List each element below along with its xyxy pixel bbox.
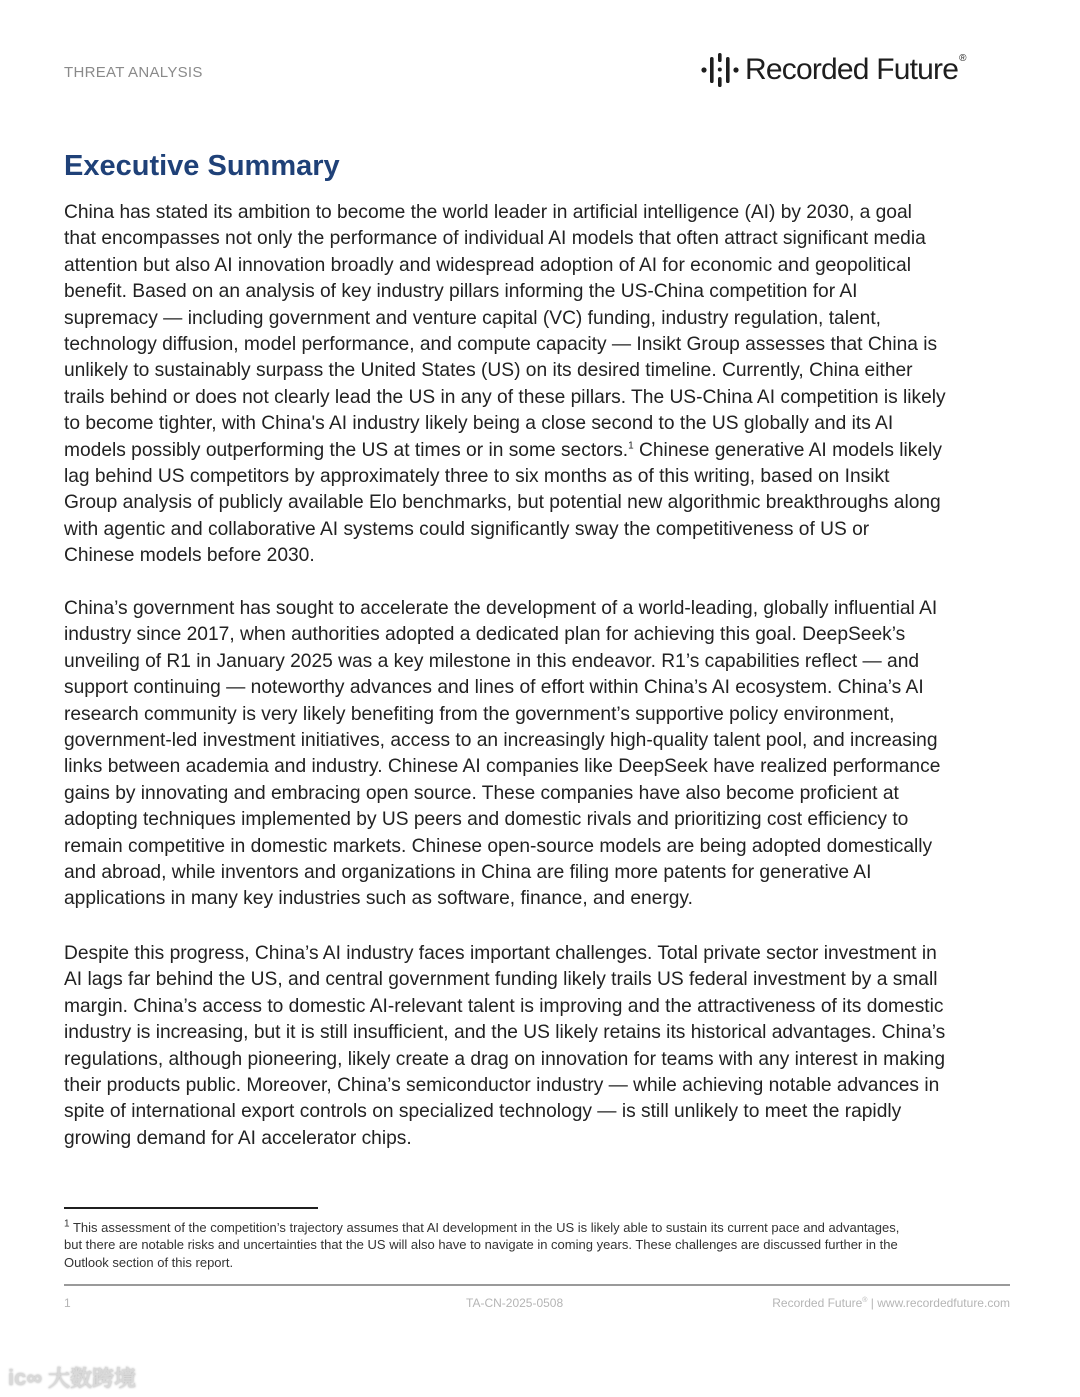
footnote-reference[interactable]: 1	[628, 440, 634, 452]
text-segment: models possibly outperforming the US at times or in some sectors.	[64, 439, 629, 461]
paragraph-1	[64, 200, 1024, 570]
document-id: TA-CN-2025-0508	[466, 1296, 564, 1310]
watermark	[8, 1362, 136, 1393]
text-line: industry since 2017, when authorities adopted a dedicated plan for achieving this goal. DeepSeek’s	[64, 624, 906, 646]
section-label: THREAT ANALYSIS	[64, 64, 203, 81]
text-line: adopting techniques implemented by US peers and domestic rivals and prioritizing cost efficiency to	[64, 809, 909, 831]
text-line: attention but also AI innovation broadly and widespread adoption of AI for economic and geopolitical	[64, 254, 911, 276]
footnote	[64, 1219, 1024, 1271]
text-line: unlikely to sustainably surpass the United States (US) on its desired timeline. Currently, China either	[64, 360, 913, 382]
text-line: technology diffusion, model performance, and compute capacity — Insikt Group assesses that China is	[64, 334, 938, 356]
text-line: gains by innovating and embracing open source. These companies have also become proficient at	[64, 782, 899, 804]
text-line: that encompasses not only the performance of individual AI models that often attract significant media	[64, 228, 926, 250]
text-line: trails behind or does not clearly lead the US in any of these pillars. The US-China AI competition is likely	[64, 386, 946, 408]
text-line: supremacy — including government and venture capital (VC) funding, industry regulation, talent,	[64, 307, 881, 329]
text-line: benefit. Based on an analysis of key industry pillars informing the US-China competition for AI	[64, 281, 858, 303]
text-line: regulations, although pioneering, likely create a drag on innovation for teams with any interest in making	[64, 1048, 946, 1070]
text-line: lag behind US competitors by approximately three to six months as of this writing, based on Insikt	[64, 466, 890, 488]
footnote-line: Outlook section of this report.	[64, 1254, 234, 1270]
footer-brand-name: Recorded Future	[772, 1296, 863, 1310]
footnote-line	[64, 1219, 1024, 1236]
text-line: growing demand for AI accelerator chips.	[64, 1127, 412, 1149]
registered-mark: ®	[959, 52, 967, 64]
page-number: 1	[64, 1296, 71, 1310]
footnote-divider	[64, 1207, 318, 1209]
text-line: spite of international export controls on specialized technology — is still unlikely to meet the rapidly	[64, 1101, 902, 1123]
footer-brand	[772, 1296, 1010, 1310]
footer-divider	[64, 1284, 1010, 1286]
brand-logo	[700, 50, 967, 90]
watermark-logo-icon: ic∞	[8, 1364, 43, 1390]
website-link[interactable]: www.recordedfuture.com	[877, 1296, 1010, 1310]
brand-name: Recorded Future	[745, 53, 959, 86]
text-line: China has stated its ambition to become the world leader in artificial intelligence (AI) by 2030, a goal	[64, 202, 912, 223]
text-line: China’s government has sought to accelerate the development of a world-leading, globally influential AI	[64, 598, 938, 619]
paragraph-3	[64, 941, 1024, 1152]
text-line: to become tighter, with China's AI industry likely being a close second to the US globally and its AI	[64, 413, 894, 435]
text-line: their products public. Moreover, China’s semiconductor industry — while achieving notable advances in	[64, 1075, 940, 1097]
text-segment: This assessment of the competition’s trajectory assumes that AI development in the US is likely able to sustain its current pace and advantages,	[69, 1220, 900, 1235]
footnote-line: but there are notable risks and uncertainties that the US will also have to navigate in coming years. These challenges are discussed further in the	[64, 1237, 898, 1253]
watermark-text: 大数跨境	[48, 1366, 137, 1391]
text-line: links between academia and industry. Chinese AI companies like DeepSeek have realized performance	[64, 756, 941, 778]
paragraph-2	[64, 596, 1024, 913]
text-line: government-led investment initiatives, access to an increasingly high-quality talent pool, and increasing	[64, 730, 938, 752]
text-line: remain competitive in domestic markets. Chinese open-source models are being adopted domestically	[64, 835, 933, 857]
text-line: Chinese models before 2030.	[64, 545, 315, 567]
text-line: unveiling of R1 in January 2025 was a key milestone in this endeavor. R1’s capabilities reflect — and	[64, 650, 920, 672]
text-line: margin. China’s access to domestic AI-relevant talent is improving and the attractiveness of its domestic	[64, 995, 944, 1017]
text-line: and abroad, while inventors and organizations in China are filing more patents for generative AI	[64, 862, 872, 884]
text-line: AI lags far behind the US, and central government funding likely trails US federal investment by a small	[64, 969, 938, 991]
text-segment: Chinese generative AI models likely	[633, 439, 942, 461]
text-line: research community is very likely benefiting from the government’s supportive policy environment,	[64, 703, 895, 725]
text-line-with-footnote	[64, 438, 1024, 464]
page-title: Executive Summary	[64, 150, 340, 182]
text-line: Despite this progress, China’s AI industry faces important challenges. Total private sector investment in	[64, 943, 937, 964]
registered-mark: ®	[862, 1297, 868, 1304]
text-line: industry is increasing, but it is still insufficient, and the US likely retains its historical advantages. China’s	[64, 1022, 946, 1044]
text-line: support continuing — noteworthy advances and lines of effort within China’s AI ecosystem. China’s AI	[64, 677, 924, 699]
recorded-future-logo-icon	[700, 50, 740, 90]
footer-separator: |	[870, 1296, 874, 1310]
text-line: Group analysis of publicly available Elo benchmarks, but potential new algorithmic breakthroughs along	[64, 492, 941, 514]
text-line: with agentic and collaborative AI systems could significantly sway the competitiveness of US or	[64, 518, 870, 540]
text-line: applications in many key industries such as software, finance, and energy.	[64, 888, 693, 910]
footnote-marker: 1	[64, 1218, 70, 1230]
